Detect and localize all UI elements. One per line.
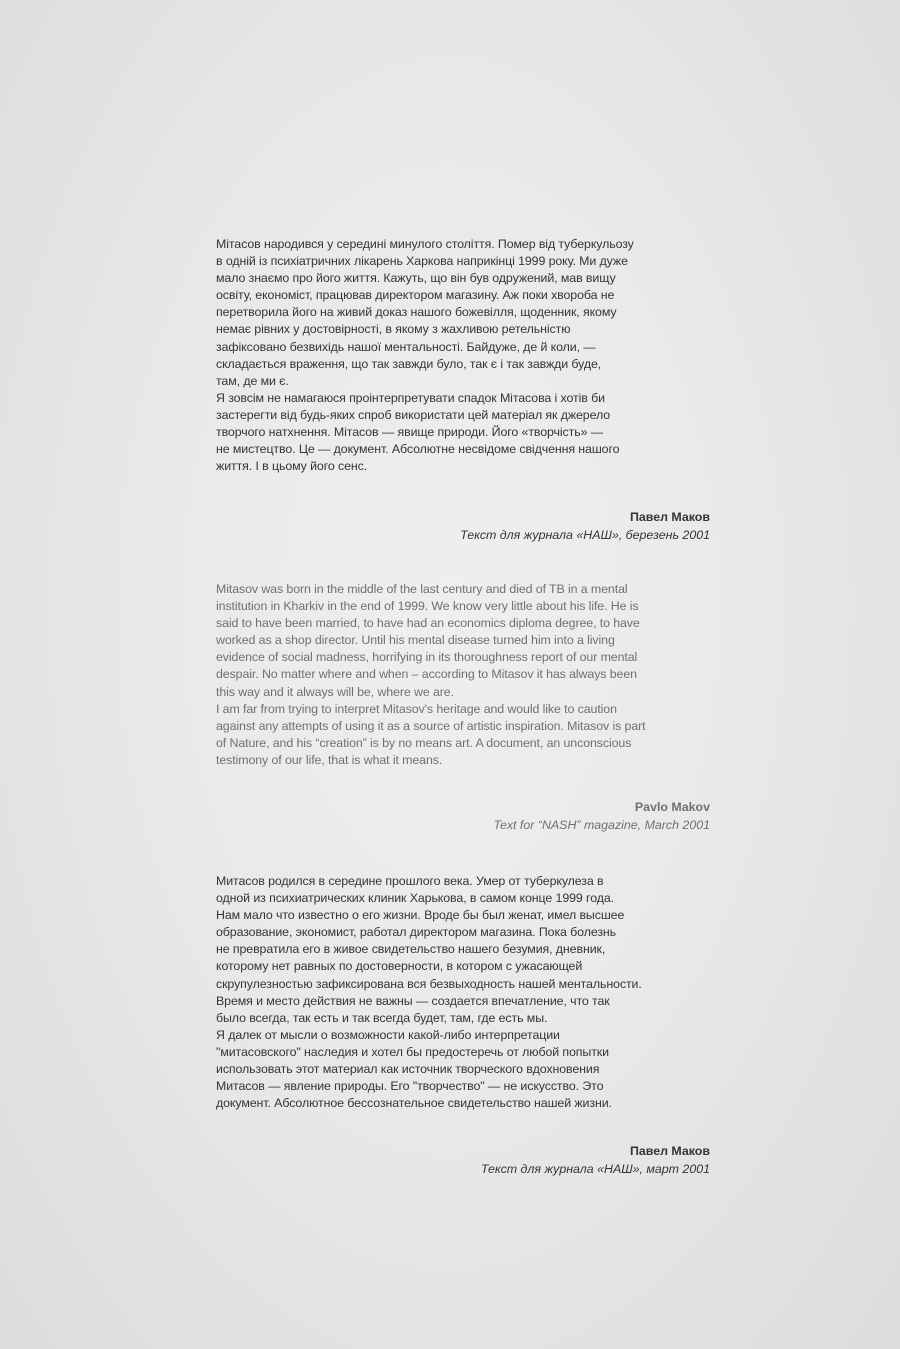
english-text-block xyxy=(216,581,710,769)
english-signature xyxy=(494,799,710,834)
ukrainian-signature xyxy=(460,509,710,544)
ukrainian-paragraph: Мітасов народився у середині минулого століття. Помер від туберкульозу в одній із психіатричних лікарень Харкова наприкінці 1999 року. Ми дуже мало знаємо про його життя. Кажуть, що він був одружений, мав вищу освіту, економіст, працював директором магазину. Аж поки хвороба не перетворила його на живий доказ нашого божевілля, щоденник, якому немає рівних у достовірності, в якому з жахливою ретельністю зафіксовано безвихідь нашої ментальності. Байдуже, де й коли, — складається враження, що так завжди було, так є і так завжди буде, там, де ми є. Я зовсім не намагаюся проінтерпретувати спадок Мітасова і хотів би застерегти від будь-яких спроб використати цей матеріал як джерело творчого натхнення. Мітасов — явище природи. Його «творчість» — не мистецтво. Це — документ. Абсолютне несвідоме свідчення нашого життя. І в цьому його сенс. xyxy=(216,237,634,474)
english-author: Pavlo Makov xyxy=(634,800,710,814)
russian-author: Павел Маков xyxy=(629,1144,710,1158)
english-paragraph: Mitasov was born in the middle of the last century and died of TB in a mental institution in Kharkiv in the end of 1999. We know very little about his life. He is said to have been married, to have had an economics diploma degree, to have worked as a shop director. Until his mental disease turned him into a living evidence of social madness, horrifying in its thoroughness report of our mental despair. No matter where and when – according to Mitasov it has always been this way and it always will be, where we are. I am far from trying to interpret Mitasov's heritage and would like to caution against any attempts of using it as a source of artistic inspiration. Mitasov is part of Nature, and his “creation” is by no means art. A document, an unconscious testimony of our life, that is what it means. xyxy=(216,582,646,767)
russian-paragraph: Митасов родился в середине прошлого века. Умер от туберкулеза в одной из психиатрических клиник Харькова, в самом конце 1999 года. Нам мало что известно о его жизни. Вроде бы был женат, имел высшее образование, экономист, работал директором магазина. Пока болезнь не превратила его в живое свидетельство нашего безумия, дневник, которому нет равных по достоверности, в котором с ужасающей скрупулезностью зафиксирована вся безвыходность нашей ментальности. Время и место действия не важны — создается впечатление, что так было всегда, так есть и так всегда будет, там, где есть мы. Я далек от мысли о возможности какой-либо интерпретации "митасовского" наследия и хотел бы предостеречь от любой попытки использовать этот материал как источник творческого вдохновения Митасов — явление природы. Его "творчество" — не искусство. Это документ. Абсолютное бессознательное свидетельство нашей жизни. xyxy=(216,874,642,1111)
russian-text-block xyxy=(216,873,710,1112)
english-source: Text for “NASH” magazine, March 2001 xyxy=(493,817,710,832)
russian-signature xyxy=(481,1143,710,1178)
ukrainian-text-block xyxy=(216,236,710,475)
ukrainian-source: Текст для журнала «НАШ», березень 2001 xyxy=(460,527,710,542)
ukrainian-author: Павел Маков xyxy=(629,510,710,524)
russian-source: Текст для журнала «НАШ», март 2001 xyxy=(480,1161,710,1176)
